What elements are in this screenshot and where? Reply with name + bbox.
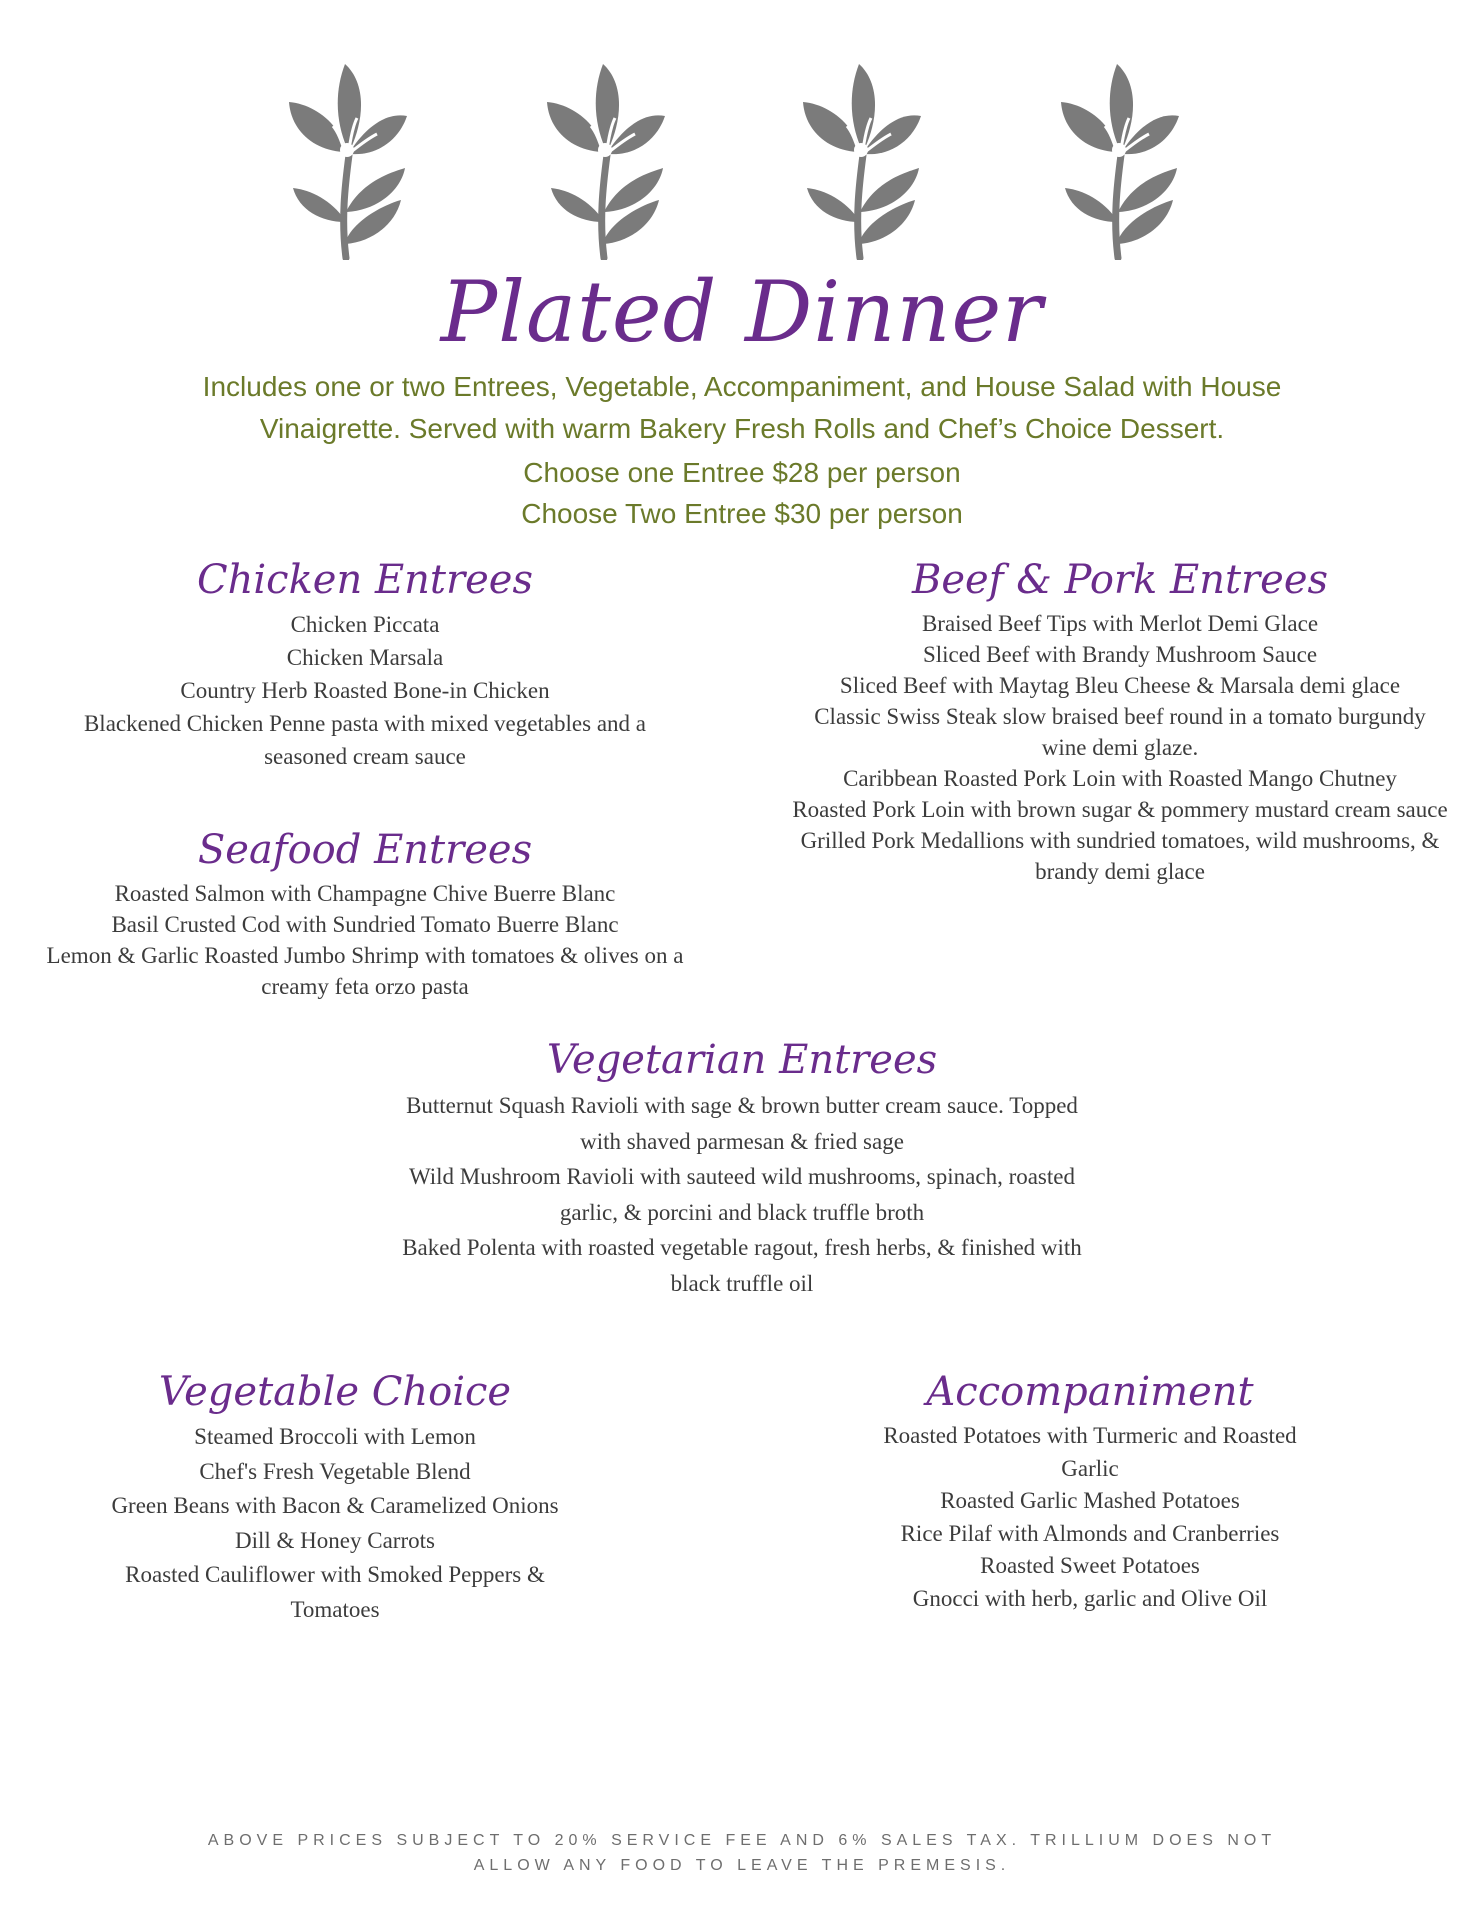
price-line: Choose Two Entree $30 per person <box>521 498 963 529</box>
flower-icon <box>541 60 671 260</box>
menu-list <box>870 1420 1310 1615</box>
flower-icon <box>1055 60 1185 260</box>
menu-item: Sliced Beef with Brandy Mushroom Sauce <box>922 642 1318 667</box>
menu-item: Baked Polenta with roasted vegetable ragout, fresh herbs, & finished with black truffle oil <box>402 1235 1082 1296</box>
menu-item: Wild Mushroom Ravioli with sauteed wild mushrooms, spinach, roasted garlic, & porcini and black truffle broth <box>408 1164 1075 1225</box>
footer-disclaimer: ABOVE PRICES SUBJECT TO 20% SERVICE FEE AND 6% SALES TAX. TRILLIUM DOES NOT ALLOW ANY FOOD TO LEAVE THE PREMESIS. <box>207 1832 1277 1874</box>
menu-item: Roasted Pork Loin with brown sugar & pommery mustard cream sauce <box>792 797 1448 822</box>
menu-item: Gnocci with herb, garlic and Olive Oil <box>912 1585 1268 1611</box>
page-title: Plated Dinner <box>440 263 1044 361</box>
menu-item: Chicken Marsala <box>286 645 444 670</box>
flower-decorations <box>0 60 1484 270</box>
menu-item: Sliced Beef with Maytag Bleu Cheese & Marsala demi glace <box>839 673 1401 698</box>
menu-item: Country Herb Roasted Bone-in Chicken <box>180 678 550 703</box>
section-title: Accompaniment <box>926 1369 1254 1415</box>
menu-description: Includes one or two Entrees, Vegetable, Accompaniment, and House Salad with House Vinaigrette. Served with warm Bakery Fresh Rolls and Chef’s Choice Dessert. <box>202 371 1282 444</box>
section-title: Seafood Entrees <box>197 827 533 873</box>
accompaniment-section <box>870 1364 1310 1615</box>
menu-item: Blackened Chicken Penne pasta with mixed vegetables and a seasoned cream sauce <box>83 711 647 769</box>
menu-item: Chef's Fresh Vegetable Blend <box>199 1458 471 1484</box>
menu-item: Butternut Squash Ravioli with sage & brown butter cream sauce. Topped with shaved parmesan & fried sage <box>406 1093 1078 1154</box>
menu-item: Chicken Piccata <box>290 612 440 637</box>
section-title: Vegetarian Entrees <box>546 1037 938 1083</box>
menu-list <box>100 1420 570 1627</box>
menu-list <box>40 878 690 1002</box>
price-line: Choose one Entree $28 per person <box>523 457 961 488</box>
menu-item: Grilled Pork Medallions with sundried tomatoes, wild mushrooms, & brandy demi glace <box>800 828 1440 884</box>
flower-icon <box>283 60 413 260</box>
pricing <box>0 452 1484 534</box>
seafood-entrees-section <box>40 822 690 1002</box>
chicken-entrees-section <box>40 552 690 773</box>
menu-item: Steamed Broccoli with Lemon <box>194 1424 476 1449</box>
menu-item: Caribbean Roasted Pork Loin with Roasted Mango Chutney <box>843 766 1397 791</box>
menu-item: Lemon & Garlic Roasted Jumbo Shrimp with tomatoes & olives on a creamy feta orzo pasta <box>46 943 684 999</box>
section-title: Vegetable Choice <box>158 1369 512 1415</box>
section-title: Beef & Pork Entrees <box>911 557 1329 603</box>
vegetable-choice-section <box>100 1364 570 1627</box>
menu-item: Classic Swiss Steak slow braised beef round in a tomato burgundy wine demi glaze. <box>814 704 1426 760</box>
menu-list <box>40 608 690 773</box>
menu-item: Basil Crusted Cod with Sundried Tomato Buerre Blanc <box>111 912 619 937</box>
menu-item: Roasted Potatoes with Turmeric and Roasted Garlic <box>883 1423 1297 1481</box>
menu-item: Braised Beef Tips with Merlot Demi Glace <box>921 611 1319 636</box>
menu-item: Rice Pilaf with Almonds and Cranberries <box>900 1520 1280 1546</box>
menu-item: Roasted Sweet Potatoes <box>980 1553 1200 1578</box>
menu-item: Roasted Garlic Mashed Potatoes <box>940 1488 1240 1513</box>
vegetarian-entrees-section <box>400 1032 1084 1301</box>
section-title: Chicken Entrees <box>197 557 533 603</box>
menu-list <box>400 1088 1084 1301</box>
flower-icon <box>797 60 927 260</box>
menu-list <box>790 608 1450 887</box>
menu-item: Dill & Honey Carrots <box>235 1527 435 1553</box>
menu-item: Green Beans with Bacon & Caramelized Onions <box>111 1493 559 1518</box>
beef-pork-entrees-section <box>790 552 1450 887</box>
menu-item: Roasted Cauliflower with Smoked Peppers & Tomatoes <box>125 1562 545 1622</box>
menu-item: Roasted Salmon with Champagne Chive Buerre Blanc <box>114 881 616 906</box>
